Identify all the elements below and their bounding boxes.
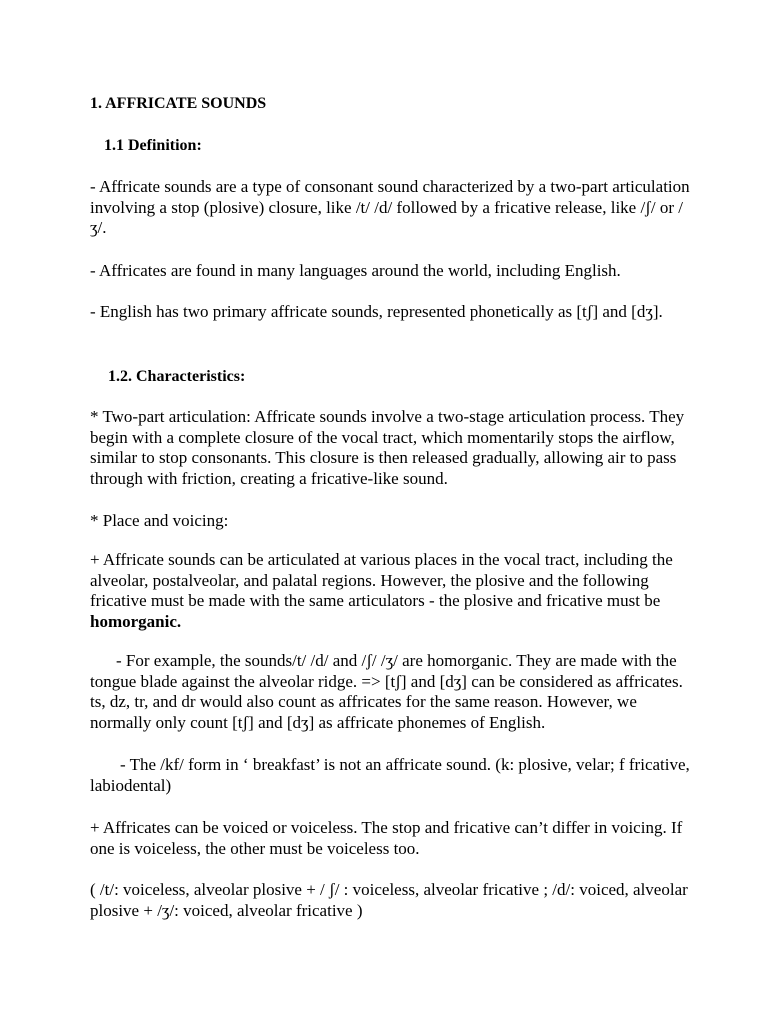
definition-paragraph-1: - Affricate sounds are a type of consonant sound characterized by a two-part articulation involving a stop (plosive) closure, like /t/ /d/ followed by a fricative release, like /ʃ/ or /ʒ/. xyxy=(90,177,690,238)
characteristics-paragraph-3 xyxy=(90,550,690,633)
characteristics-paragraph-2: * Place and voicing: xyxy=(90,511,229,530)
breakfast-paragraph: - The /kf/ form in ‘ breakfast’ is not an affricate sound. (k: plosive, velar; f fricative, labiodental) xyxy=(90,755,690,795)
voicing-examples-paragraph: ( /t/: voiceless, alveolar plosive + / ʃ/ : voiceless, alveolar fricative ; /d/: voiced, alveolar plosive + /ʒ/: voiced, alveolar fricative ) xyxy=(90,880,688,920)
section-title-definition: 1.1 Definition: xyxy=(104,137,202,154)
voicing-paragraph: + Affricates can be voiced or voiceless. The stop and fricative can’t differ in voicing. If one is voiceless, the other must be voiceless too. xyxy=(90,818,683,858)
characteristics-paragraph-1: * Two-part articulation: Affricate sounds involve a two-stage articulation process. They begin with a complete closure of the vocal tract, which momentarily stops the airflow, similar to stop consonants. This closure is then released gradually, allowing air to pass through with friction, creating a fricative-like sound. xyxy=(90,407,685,489)
definition-paragraph-2: - Affricates are found in many languages around the world, including English. xyxy=(90,261,621,280)
example-paragraph: - For example, the sounds/t/ /d/ and /ʃ/ /ʒ/ are homorganic. They are made with the tongue blade against the alveolar ridge. => [tʃ] and [dʒ] can be considered as affricates. ts, dz, tr, and dr would also count as affricates for the same reason. However, we normally only count [tʃ] and [dʒ] as affricate phonemes of English. xyxy=(90,651,683,733)
section-title-characteristics: 1.2. Characteristics: xyxy=(108,368,246,385)
homorganic-term: homorganic. xyxy=(90,612,182,632)
definition-paragraph-3: - English has two primary affricate sounds, represented phonetically as [tʃ] and [dʒ]. xyxy=(90,302,663,321)
characteristics-paragraph-3-text: + Affricate sounds can be articulated at various places in the vocal tract, including the alveolar, postalveolar, and palatal regions. However, the plosive and the following fricative must be made with the same articulators - the plosive and fricative must be xyxy=(90,550,673,611)
document-heading: 1. AFFRICATE SOUNDS xyxy=(90,95,267,112)
